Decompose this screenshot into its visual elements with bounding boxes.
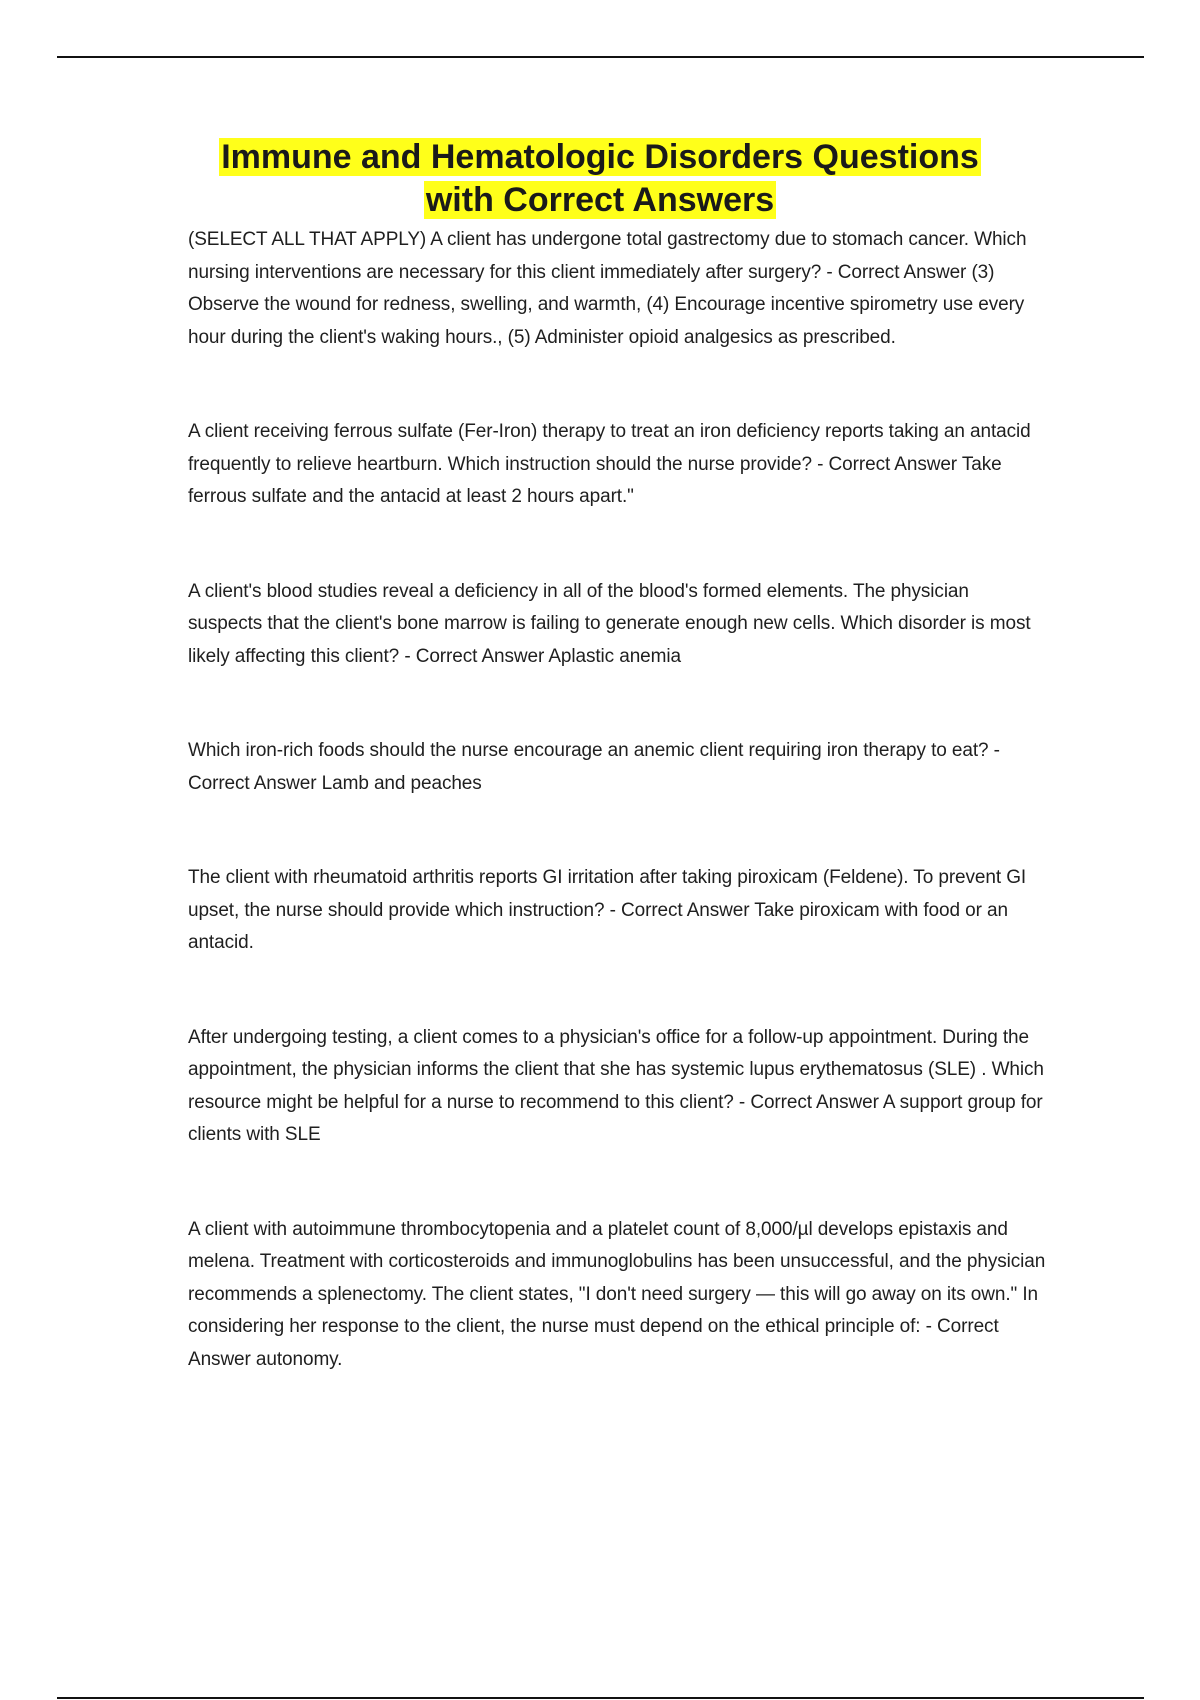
question-item-6: After undergoing testing, a client comes to a physician's office for a follow-up appointment. During the appointment, the physician informs the client that she has systemic lupus erythematosus (SLE) . Which resource might be helpful for a nurse to recommend to this client? - Correct Answer A support group for clients with SLE (188, 1026, 1044, 1145)
question-item-3: A client's blood studies reveal a deficiency in all of the blood's formed elements. The physician suspects that the client's bone marrow is failing to generate enough new cells. Which disorder is most likely affecting this client? - Correct Answer Aplastic anemia (188, 580, 1031, 667)
title-line-1: Immune and Hematologic Disorders Questions (221, 138, 979, 176)
title-line-2: with Correct Answers (425, 181, 775, 219)
header-rule (57, 56, 1144, 58)
question-list (188, 224, 1048, 1376)
footer-rule (57, 1697, 1144, 1699)
question-item-5: The client with rheumatoid arthritis reports GI irritation after taking piroxicam (Feldene). To prevent GI upset, the nurse should provide which instruction? - Correct Answer Take piroxicam with food or an antacid. (188, 867, 1027, 953)
question-item-1: (SELECT ALL THAT APPLY) A client has undergone total gastrectomy due to stomach cancer. Which nursing interventions are necessary for this client immediately after surgery? - Correct Answer (3) Observe the wound for redness, swelling, and warmth, (4) Encourage incentive spirometry use every hour during the client's waking hours., (5) Administer opioid analgesics as prescribed. (188, 229, 1027, 348)
page-title (150, 136, 1050, 222)
question-item-2: A client receiving ferrous sulfate (Fer-Iron) therapy to treat an iron deficiency reports taking an antacid frequently to relieve heartburn. Which instruction should the nurse provide? - Correct Answer Take ferrous sulfate and the antacid at least 2 hours apart." (188, 421, 1031, 507)
question-item-4: Which iron-rich foods should the nurse encourage an anemic client requiring iron therapy to eat? - Correct Answer Lamb and peaches (188, 740, 1000, 794)
question-item-7: A client with autoimmune thrombocytopenia and a platelet count of 8,000/µl develops epistaxis and melena. Treatment with corticosteroids and immunoglobulins has been unsuccessful, and the physician recommends a splenectomy. The client states, "I don't need surgery — this will go away on its own." In considering her response to the client, the nurse must depend on the ethical principle of: - Correct Answer autonomy. (188, 1218, 1046, 1370)
